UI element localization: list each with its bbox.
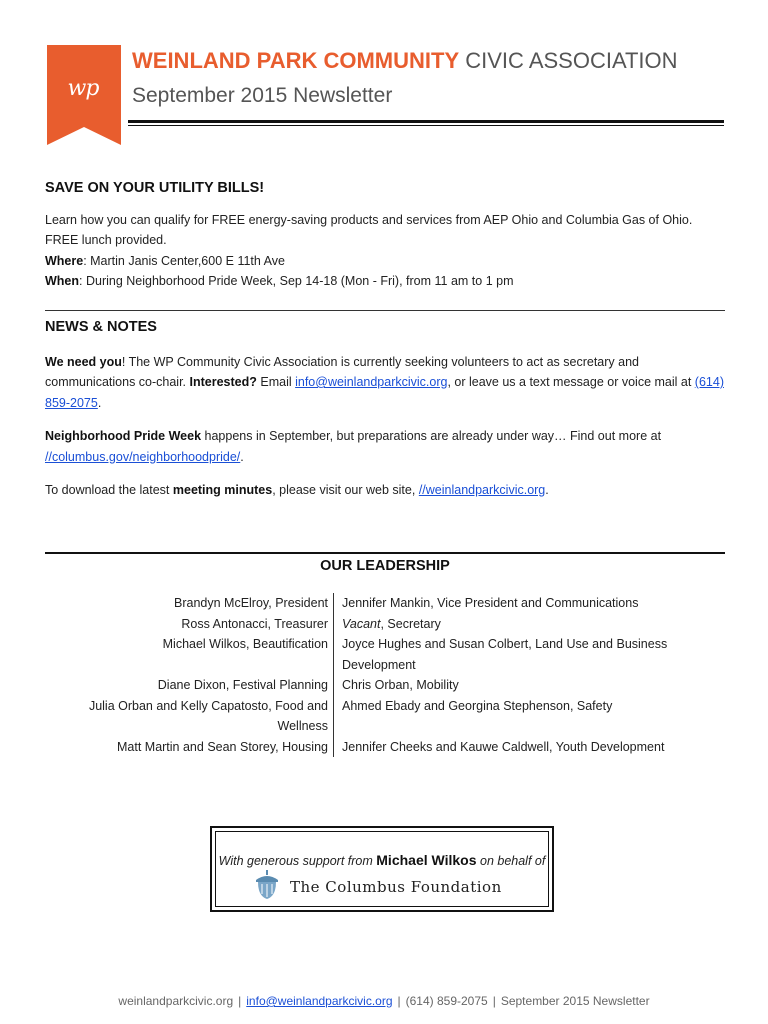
when-label: When xyxy=(45,274,80,288)
acorn-icon xyxy=(254,870,280,905)
phone-link[interactable]: (614) 859-2075 xyxy=(45,375,724,410)
leader-left: Brandyn McElroy, President xyxy=(45,593,334,614)
header-rule-thin xyxy=(128,125,724,126)
period: . xyxy=(240,449,244,464)
org-title xyxy=(132,48,678,74)
leader-right: Jennifer Mankin, Vice President and Communications xyxy=(342,596,639,610)
pride-week-text: happens in September, but preparations are already under way… Find out more at xyxy=(201,429,662,443)
leader-right: Joyce Hughes and Susan Colbert, Land Use and Business Development xyxy=(342,637,668,672)
header-rule xyxy=(128,120,724,123)
foundation-name: The Columbus Foundation xyxy=(290,878,502,896)
sponsor-suffix: on behalf of xyxy=(476,854,546,868)
where-value: : Martin Janis Center,600 E 11th Ave xyxy=(83,253,285,268)
leader-row xyxy=(45,593,725,614)
when-value: : During Neighborhood Pride Week, Sep 14-18 (Mon - Fri), from 11 am to 1 pm xyxy=(79,274,514,288)
email-prefix: Email xyxy=(256,375,296,389)
sponsor-name: Michael Wilkos xyxy=(376,852,477,868)
leader-role: , Secretary xyxy=(380,616,441,631)
leader-row xyxy=(45,675,725,696)
footer-phone: (614) 859-2075 xyxy=(405,994,488,1008)
news-volunteers xyxy=(45,352,725,414)
news-minutes xyxy=(45,480,725,501)
website-link[interactable]: //weinlandparkcivic.org xyxy=(418,483,546,497)
utility-where xyxy=(45,251,725,272)
minutes-text: To download the latest xyxy=(45,483,173,497)
sponsor-box xyxy=(210,826,554,912)
leader-right: Ahmed Ebady and Georgina Stephenson, Safety xyxy=(342,698,613,713)
voicemail-text: , or leave us a text message or voice mail at xyxy=(447,375,695,389)
leader-row xyxy=(45,634,725,675)
footer-separator: | xyxy=(397,994,401,1008)
newsletter-title: September 2015 Newsletter xyxy=(132,84,393,107)
utility-section xyxy=(45,178,725,292)
where-label: Where xyxy=(45,253,84,268)
leadership-divider xyxy=(45,552,725,554)
leader-right: Jennifer Cheeks and Kauwe Caldwell, Youth Development xyxy=(342,739,665,754)
leader-row xyxy=(45,737,725,758)
footer-site: weinlandparkcivic.org xyxy=(118,994,234,1008)
leader-right xyxy=(334,614,722,635)
section-divider xyxy=(45,310,725,311)
volunteer-text: ! The WP Community Civic Association is currently seeking volunteers to act as secretary and communications co-chair. xyxy=(45,354,639,389)
page-footer xyxy=(0,994,768,1008)
leader-left: Ross Antonacci, Treasurer xyxy=(45,614,334,635)
interested-label: Interested? xyxy=(189,375,257,389)
email-link[interactable]: info@weinlandparkcivic.org xyxy=(295,375,448,389)
minutes-label: meeting minutes xyxy=(172,483,273,497)
vacant-label: Vacant xyxy=(342,616,381,631)
period: . xyxy=(545,483,549,497)
leader-left: Diane Dixon, Festival Planning xyxy=(45,675,334,696)
utility-heading: SAVE ON YOUR UTILITY BILLS! xyxy=(45,180,265,196)
period: . xyxy=(97,395,102,410)
leader-left: Julia Orban and Kelly Capatosto, Food and Wellness xyxy=(45,696,334,737)
footer-separator: | xyxy=(492,994,496,1008)
footer-issue: September 2015 Newsletter xyxy=(500,994,650,1008)
pride-link[interactable]: //columbus.gov/neighborhoodpride/ xyxy=(45,449,241,464)
news-heading: NEWS & NOTES xyxy=(45,319,157,335)
leader-row xyxy=(45,614,725,635)
news-section xyxy=(45,317,725,501)
we-need-you: We need you xyxy=(45,354,122,369)
sponsor-box-inner xyxy=(215,831,549,907)
footer-email-link[interactable]: info@weinlandparkcivic.org xyxy=(246,994,393,1008)
leader-right: Chris Orban, Mobility xyxy=(342,678,459,692)
org-name-bold: WEINLAND PARK COMMUNITY xyxy=(132,48,460,73)
footer-separator: | xyxy=(238,994,242,1008)
utility-when xyxy=(45,271,725,292)
sponsor-prefix: With generous support from xyxy=(218,854,377,868)
leadership-table xyxy=(45,593,725,757)
leader-left: Matt Martin and Sean Storey, Housing xyxy=(45,737,334,758)
sponsor-line xyxy=(216,852,548,868)
utility-body: Learn how you can qualify for FREE energy-saving products and services from AEP Ohio and Columbia Gas of Ohio. FREE lunch provided. xyxy=(45,212,693,247)
logo-monogram: wp xyxy=(67,76,99,101)
leader-row xyxy=(45,696,725,737)
leadership-heading: OUR LEADERSHIP xyxy=(320,558,450,574)
foundation-logo xyxy=(254,872,502,902)
news-pride-week xyxy=(45,426,725,467)
leader-left: Michael Wilkos, Beautification xyxy=(45,634,334,675)
pride-week-label: Neighborhood Pride Week xyxy=(45,429,202,443)
minutes-text-2: , please visit our web site, xyxy=(272,483,419,497)
org-name-rest: CIVIC ASSOCIATION xyxy=(465,48,678,73)
